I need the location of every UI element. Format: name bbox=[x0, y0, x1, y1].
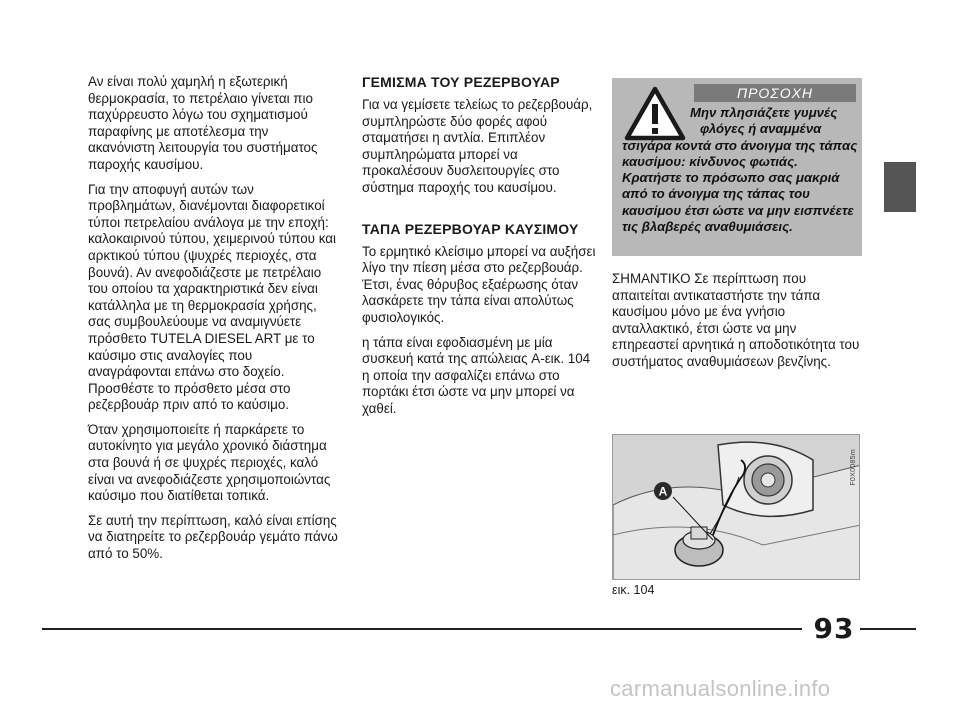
important-note: ΣΗΜΑΝΤΙΚΟ Σε περίπτωση που απαιτείται αντικαταστήστε την τάπα καυσίμου μόνο με ένα γνήσιο ανταλλακτικό, έτσι ώστε να μην επηρεαστεί αρνητικά η αποδοτικότητα του συστήματος αναθυμιάσεων βενζίνης. bbox=[612, 271, 860, 369]
chapter-tab-marker bbox=[884, 162, 916, 212]
paragraph: Σε αυτή την περίπτωση, καλό είναι επίσης να διατηρείτε το ρεζερβουάρ γεμάτο πάνω από το 50%. bbox=[88, 512, 338, 562]
page-number: 93 bbox=[813, 612, 855, 645]
footer-rule bbox=[860, 628, 916, 630]
warning-text bbox=[622, 105, 858, 235]
watermark: carmanualsonline.info bbox=[610, 676, 831, 701]
callout-label-a: A bbox=[658, 484, 668, 499]
warning-line: φλόγες ή αναμμένα bbox=[700, 121, 822, 137]
paragraph: Αν είναι πολύ χαμηλή η εξωτερική θερμοκρασία, το πετρέλαιο γίνεται πιο παχύρρευστο λόγω του σχηματισμού παραφίνης με αποτέλεσμα την ακανόνιστη λειτουργία του συστήματος παροχής καυσίμου. bbox=[88, 74, 318, 172]
paragraph: Το ερμητικό κλείσιμο μπορεί να αυξήσει λίγο την πίεση μέσα στο ρεζερβουάρ. Έτσι, ένας θόρυβος εξαέρωσης όταν λασκάρετε την τάπα είναι απολύτως φυσιολογικός. bbox=[362, 243, 596, 325]
fuel-cap-illustration bbox=[612, 434, 860, 580]
warning-line: Μην πλησιάζετε γυμνές bbox=[690, 105, 838, 120]
column-middle bbox=[362, 74, 598, 426]
paragraph: Για να γεμίσετε τελείως το ρεζερβουάρ, συμπληρώστε δύο φορές αφού σταματήσει η αντλία. Επιπλέον συμπληρώματα μπορεί να προκαλέσουν δυσλειτουργίες στο σύστημα παροχής του καυσίμου. bbox=[362, 97, 593, 195]
footer-rule bbox=[42, 628, 802, 630]
paragraph: Για την αποφυγή αυτών των προβλημάτων, διανέμονται διαφορετικοί τύποι πετρελαίου ανάλογα με την εποχή: καλοκαιρινού τύπου, χειμερινού τύπου και αρκτικού τύπου (ψυχρές περιοχές, στα βουνά). Αν ανεφοδιάζεστε με πετρέλαιο του οποίου τα χαρακτηριστικά δεν είναι κατάλληλα με τη θερμοκρασία χρήσης, σας συμβουλεύουμε να αναμιγνύετε πρόσθετο TUTELA DIESEL ART με το καύσιμο στις αναλογίες που αναγράφονται επάνω στο δοχείο. Προσθέστε το πρόσθετο μέσα στο ρεζερβουάρ πριν από το καύσιμο. bbox=[88, 181, 336, 413]
figure-caption: εικ. 104 bbox=[612, 583, 655, 597]
fuel-cap-drawing bbox=[613, 435, 860, 580]
paragraph: η τάπα είναι εφοδιασμένη με μία συσκευή κατά της απώλειας A-εικ. 104 η οποία την ασφαλίζει επάνω στο πορτάκι έτσι ώστε να μην μπορεί να χαθεί. bbox=[362, 334, 591, 416]
warning-line: τσιγάρα κοντά στο άνοιγμα της τάπας καυσίμου: κίνδυνος φωτιάς. Κρατήστε το πρόσωπο σας μακριά από το άνοιγμα της τάπας του καυσίμου έτσι ώστε να μην εισπνέετε τις βλαβερές αναθυμιάσεις. bbox=[622, 137, 858, 235]
section-title-refueling: ΓΕΜΙΣΜΑ ΤΟΥ ΡΕΖΕΡΒΟΥΑΡ bbox=[362, 74, 560, 90]
section-title-fuel-cap: ΤΑΠΑ ΡΕΖΕΡΒΟΥΑΡ ΚΑΥΣΙΜΟΥ bbox=[362, 220, 579, 237]
warning-box bbox=[612, 78, 862, 256]
column-left bbox=[88, 74, 338, 571]
warning-header: ΠΡΟΣΟΧΗ bbox=[694, 84, 856, 102]
figure-code: F0X0085m bbox=[850, 449, 857, 486]
paragraph: Όταν χρησιμοποιείτε ή παρκάρετε το αυτοκίνητο για μεγάλο χρονικό διάστημα στα βουνά ή σε ψυχρές περιοχές, καλό είναι να ανεφοδιάζεστε χρησιμοποιώντας καύσιμο που διατίθεται τοπικά. bbox=[88, 421, 331, 504]
